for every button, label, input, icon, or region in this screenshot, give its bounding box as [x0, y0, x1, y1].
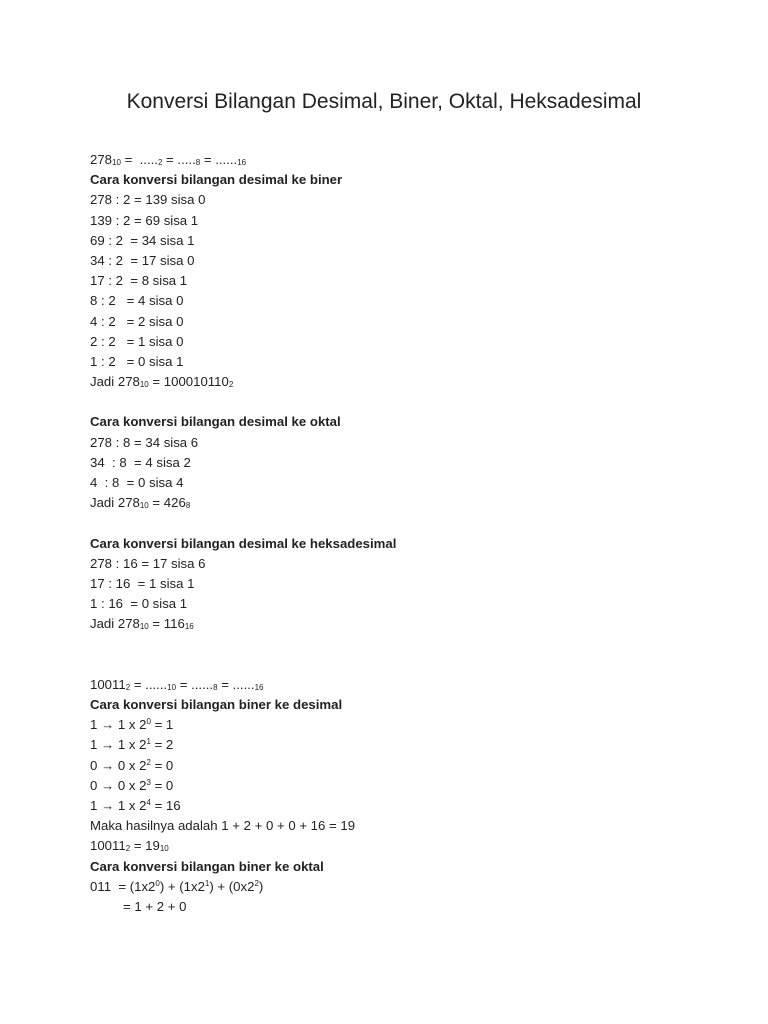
biner-step: 278 : 2 = 139 sisa 0 — [90, 192, 206, 208]
result-heksadesimal: Jadi $278_{10} = 116_{16}$ — [90, 616, 194, 632]
heks-step: 1 : 16 = 0 sisa 1 — [90, 596, 188, 612]
desimal-step: 0 → 0 x $2^2 = 0$ — [90, 757, 174, 773]
biner-step: 1 : 2 = 0 sisa 1 — [90, 353, 184, 369]
result-oktal: Jadi $278_{10} = 426_8$ — [90, 495, 191, 511]
question-decimal-278: $278_{10} = ....._2 = ....._8 = ......_{16}$ — [90, 152, 247, 167]
desimal-step: 0 → 0 x $2^3 = 0$ — [90, 777, 174, 793]
question-binary-10011: $10011_2 = ......_{10} = ......_8 = ......_{16}$ — [90, 676, 264, 692]
oktal-sum-line: = 1 + 2 + 0 — [90, 898, 187, 914]
desimal-step: 1 → 1 x $2^4 = 16$ — [90, 798, 181, 814]
heading-desimal-ke-oktal: Cara konversi bilangan desimal ke oktal — [90, 414, 341, 430]
biner-step: 4 : 2 = 2 sisa 0 — [90, 313, 184, 329]
biner-step: 17 : 2 = 8 sisa 1 — [90, 273, 188, 289]
biner-step: 8 : 2 = 4 sisa 0 — [90, 293, 184, 309]
biner-step: 34 : 2 = 17 sisa 0 — [90, 252, 195, 268]
result-biner: Jadi $278_{10} = 100010110_2$ — [90, 374, 234, 390]
sum-line: Maka hasilnya adalah 1 + 2 + 0 + 0 + 16 = 19 — [90, 818, 356, 834]
spacer — [90, 513, 710, 533]
heading-desimal-ke-heksadesimal: Cara konversi bilangan desimal ke heksadesimal — [90, 535, 397, 551]
heading-desimal-ke-biner: Cara konversi bilangan desimal ke biner — [90, 172, 343, 188]
desimal-step: 1 → 1 x $2^1 = 2$ — [90, 737, 174, 753]
oktal-step: 34 : 8 = 4 sisa 2 — [90, 454, 191, 470]
biner-step: 2 : 2 = 1 sisa 0 — [90, 333, 184, 349]
heading-biner-ke-oktal: Cara konversi bilangan biner ke oktal — [90, 858, 324, 874]
oktal-step: 278 : 8 = 34 sisa 6 — [90, 434, 199, 450]
document-body — [90, 150, 710, 917]
heading-biner-ke-desimal: Cara konversi bilangan biner ke desimal — [90, 697, 343, 713]
spacer — [90, 392, 710, 412]
spacer — [90, 635, 710, 675]
heks-step: 17 : 16 = 1 sisa 1 — [90, 575, 195, 591]
desimal-step: 1 → 1 x $2^0 = 1$ — [90, 717, 174, 733]
oktal-step: 4 : 8 = 0 sisa 4 — [90, 475, 184, 490]
heks-step: 278 : 16 = 17 sisa 6 — [90, 555, 206, 571]
oktal-group-line: $011 = (1x2^0) + (1x2^1) + (0x2^2)$ — [90, 878, 264, 894]
page-title: Konversi Bilangan Desimal, Biner, Oktal, Heksadesimal — [126, 90, 642, 113]
biner-step: 69 : 2 = 34 sisa 1 — [90, 232, 195, 248]
biner-step: 139 : 2 = 69 sisa 1 — [90, 212, 199, 228]
result-desimal: $10011_2 = 19_{10}$ — [90, 838, 169, 854]
